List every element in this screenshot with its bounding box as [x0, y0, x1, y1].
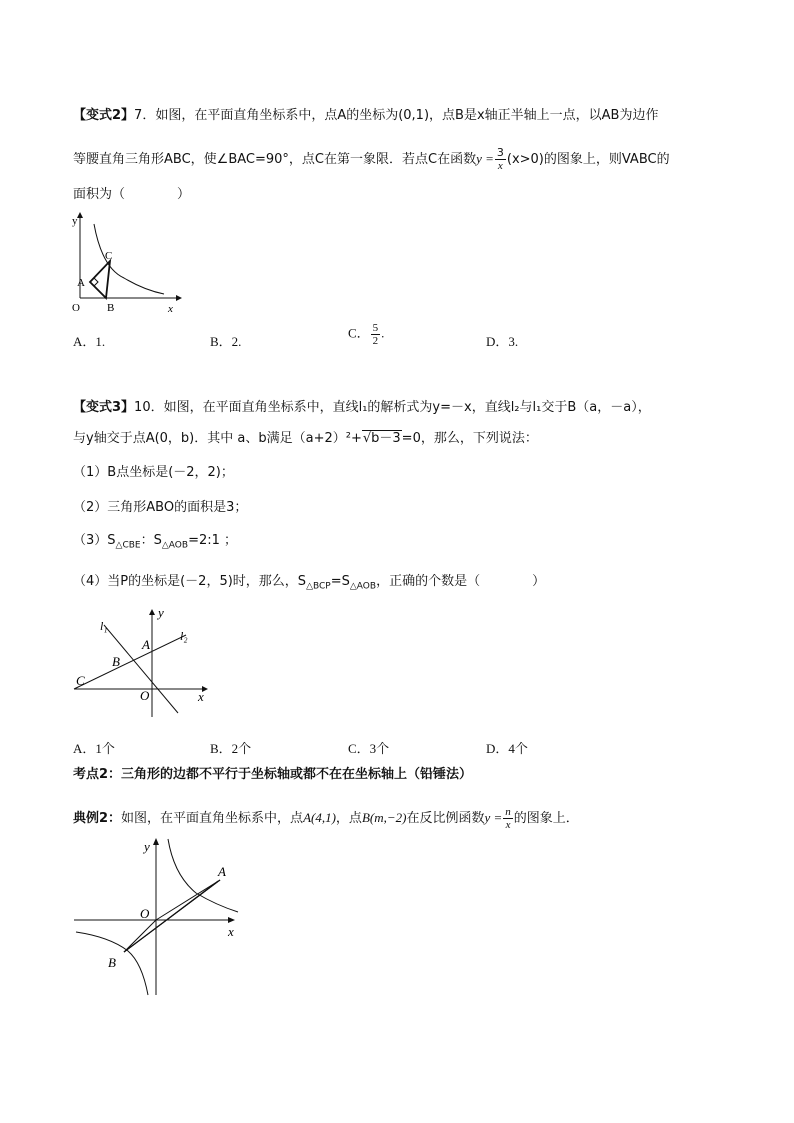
q7-tag: 【变式2】 [73, 108, 135, 123]
q10-fig-x: x [198, 689, 204, 704]
example-fig-y: y [144, 839, 150, 854]
q7-fig-o: O [72, 302, 80, 314]
q10-sqrt: √b－3 [362, 431, 401, 446]
q7-line1 [73, 107, 658, 125]
q7-choice-a[interactable]: A．1. [73, 334, 106, 349]
q10-fig-c: C [76, 673, 85, 688]
q7-line3: 面积为（ ） [73, 187, 191, 202]
q7-choice-d[interactable]: D．3. [486, 334, 519, 349]
q10-fig-y: y [158, 605, 164, 620]
q10-text-1: 10．如图，在平面直角坐标系中，直线l₁的解析式为y=－x，直线l₂与l₁交于B（a，－a）， [134, 400, 651, 415]
example-point-b: B(m,−2) [361, 810, 407, 825]
q7-choice-c[interactable]: C． $\frac{5}{2}$ . [348, 322, 385, 347]
q7-choice-b[interactable]: B．2. [210, 334, 242, 349]
example-fig-a: A [218, 864, 226, 879]
q7-fig-c: C [105, 250, 113, 262]
q10-fig-l1: l₁ [100, 619, 108, 633]
example-tag: 典例2： [73, 811, 122, 826]
q10-choice-a[interactable]: A．1个 [73, 741, 115, 756]
q7-fig-y: y [72, 215, 78, 227]
q7-choice-c-fraction: $\frac{5}{2}$ [372, 322, 379, 347]
q10-statement-1: （1）B点坐标是(－2，2)； [73, 465, 234, 480]
q7-fig-b: B [107, 302, 115, 314]
q7-fraction: $\frac{3}{x}$ [496, 146, 504, 172]
q10-statement-3: $(3)S_{\triangle CBE}$：$S_{\triangle AOB}=2:1$ ； [73, 533, 238, 551]
example-point-a: A(4,1) [303, 810, 336, 825]
example-fig-b: B [108, 955, 116, 970]
q10-choice-c[interactable]: C．3个 [348, 741, 390, 756]
q10-fig-o: O [140, 688, 150, 703]
q10-fig-b: B [112, 654, 120, 669]
example-figure [70, 835, 250, 1000]
q10-tag: 【变式3】 [73, 400, 135, 415]
q7-text-1: 7．如图，在平面直角坐标系中，点A的坐标为(0,1)，点B是x轴正半轴上一点，以AB为边作 [134, 108, 659, 123]
q7-figure [68, 210, 188, 320]
q10-line1 [73, 399, 651, 417]
q7-fig-x: x [168, 303, 173, 315]
q7-fig-a: A [77, 277, 85, 289]
q10-fig-l2: l₂ [180, 629, 188, 643]
q10-statement-4: （4）当P的坐标是(－2，5)时，那么，$S_{\triangle BCP}=S_{\triangle AOB}$，正确的个数是（ ） [73, 574, 546, 592]
q7-line2 [73, 147, 670, 172]
q10-line2: 与y轴交于点A(0，b)．其中 a、b满足（a+2）²+√b－3=0，那么，下列说法： [73, 431, 538, 446]
q10-fig-a: A [142, 637, 150, 652]
q7-text-2a: 等腰直角三角形ABC，使∠BAC=90°，点C在第一象限．若点C在函数 [73, 152, 477, 167]
q10-figure [70, 605, 220, 720]
example-line: 典例2：如图，在平面直角坐标系中，点A(4,1)，点B(m,−2)在反比例函数y = $\frac{n}{x}$ 的图象上． [73, 806, 579, 831]
q10-choice-d[interactable]: D．4个 [486, 741, 528, 756]
q7-y-eq: y = [476, 151, 494, 166]
example-fig-x: x [228, 924, 234, 939]
kaodian-heading: 考点2：三角形的边都不平行于坐标轴或都不在在坐标轴上（铅锤法） [73, 767, 473, 782]
q10-statement-2: （2）三角形ABO的面积是3； [73, 500, 248, 515]
example-fraction: $\frac{n}{x}$ [505, 806, 511, 831]
example-fig-o: O [140, 906, 150, 921]
q10-choice-b[interactable]: B．2个 [210, 741, 252, 756]
q7-text-2b: (x>0)的图象上，则VABC的 [506, 152, 670, 167]
